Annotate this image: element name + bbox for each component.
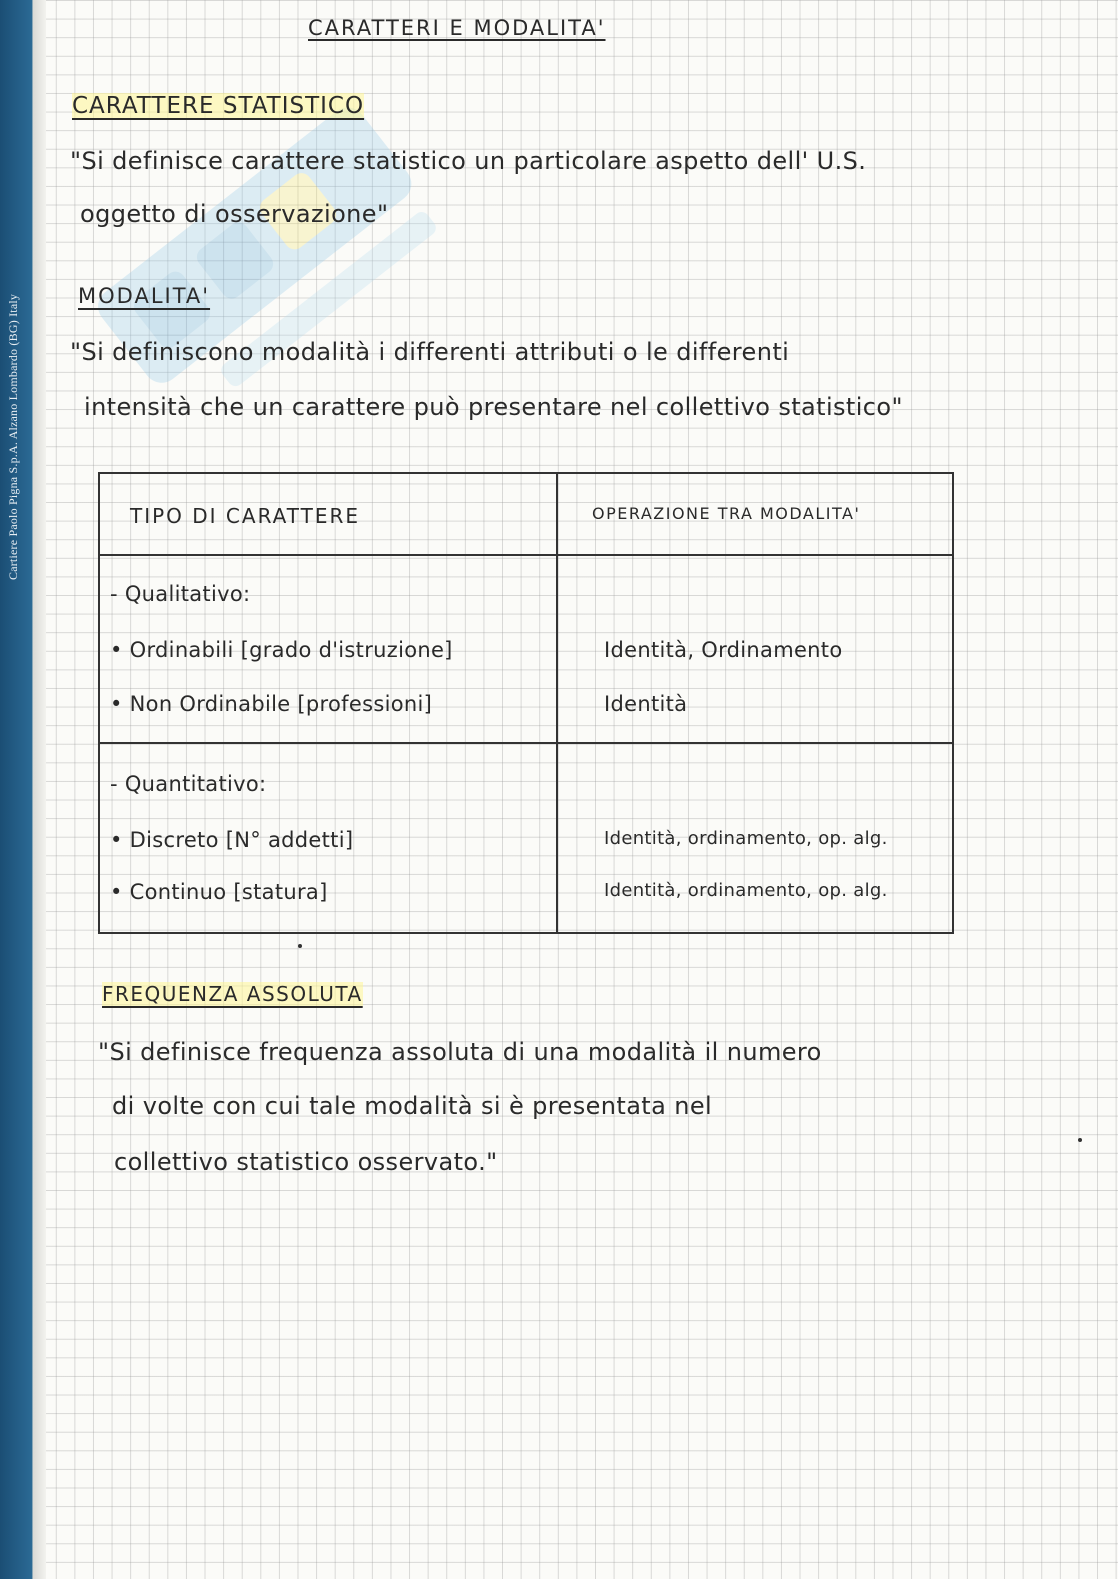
definition-line: oggetto di osservazione": [80, 200, 389, 228]
definition-line: di volte con cui tale modalità si è presentata nel: [112, 1092, 713, 1120]
group-label-qualitativo: - Qualitativo:: [110, 582, 251, 606]
page-title: CARATTERI E MODALITA': [308, 16, 606, 40]
table-cell-type: • Discreto [N° addetti]: [110, 828, 354, 852]
table-cell-operation: Identità, ordinamento, op. alg.: [604, 828, 888, 849]
table-cell-type: • Non Ordinabile [professioni]: [110, 692, 433, 716]
group-label-quantitativo: - Quantitativo:: [110, 772, 267, 796]
ink-dot: [1078, 1138, 1082, 1142]
section-heading-frequenza-assoluta: FREQUENZA ASSOLUTA: [102, 982, 363, 1006]
section-heading-carattere-statistico: CARATTERE STATISTICO: [72, 93, 365, 119]
notebook-binding-strip: [0, 0, 46, 1579]
definition-line: intensità che un carattere può presentare nel collettivo statistico": [84, 393, 903, 421]
binding-imprint: Cartiere Paolo Pigna S.p.A. Alzano Lombardo (BG) Italy: [6, 293, 20, 580]
table-cell-operation: Identità, Ordinamento: [604, 638, 843, 662]
ink-dot: [298, 944, 302, 948]
definition-line: collettivo statistico osservato.": [114, 1148, 498, 1176]
table-header-operazione: OPERAZIONE TRA MODALITA': [592, 504, 861, 523]
table-column-divider: [556, 474, 558, 932]
table-group-divider: [100, 742, 952, 744]
section-heading-modalita: MODALITA': [78, 284, 211, 308]
table-cell-operation: Identità: [604, 692, 688, 716]
definition-line: "Si definiscono modalità i differenti attributi o le differenti: [70, 338, 790, 366]
character-types-table: [98, 472, 954, 934]
table-cell-type: • Ordinabili [grado d'istruzione]: [110, 638, 453, 662]
table-header-divider: [100, 554, 952, 556]
table-cell-type: • Continuo [statura]: [110, 880, 328, 904]
table-cell-operation: Identità, ordinamento, op. alg.: [604, 880, 888, 901]
table-header-tipo: TIPO DI CARATTERE: [130, 504, 361, 528]
definition-line: "Si definisce frequenza assoluta di una modalità il numero: [98, 1038, 822, 1066]
definition-line: "Si definisce carattere statistico un particolare aspetto dell' U.S.: [70, 147, 867, 175]
